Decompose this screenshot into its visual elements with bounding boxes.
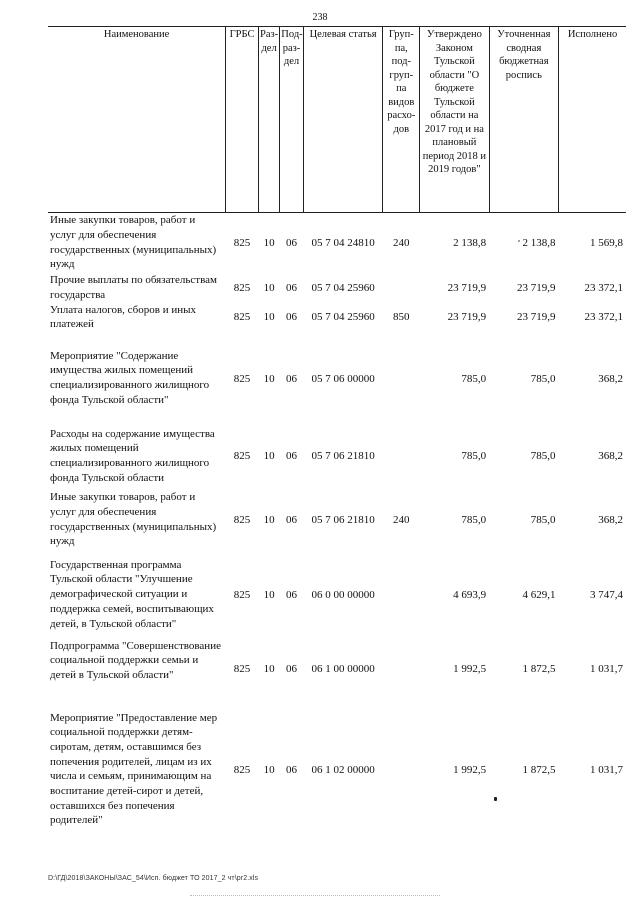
footer-faint-line	[190, 895, 440, 898]
cell-approved: 2 138,8	[453, 236, 487, 249]
cell-refined: 4 629,1	[522, 588, 556, 601]
cell-refined: 1 872,5	[522, 662, 556, 675]
cell-grbs: 825	[233, 513, 251, 526]
cell-approved: 23 719,9	[447, 310, 487, 323]
cell-refined: 785,0	[530, 450, 556, 462]
header-executed: Исполнено	[559, 27, 626, 213]
cell-name: Подпрограмма "Совершенствование социальной поддержки семьи и детей в Тульской области"	[50, 639, 221, 681]
cell-target: 05 7 06 21810	[311, 513, 375, 526]
cell-group: 240	[393, 513, 410, 526]
cell-approved: 23 719,9	[447, 281, 487, 294]
cell-razdel: 10	[263, 236, 275, 249]
table-row	[48, 551, 626, 639]
header-grbs: ГРБС	[226, 27, 259, 213]
cell-group: 240	[393, 236, 410, 249]
cell-group	[383, 551, 420, 639]
table-row	[48, 711, 626, 831]
cell-target: 05 7 06 21810	[311, 450, 375, 462]
table-row	[48, 303, 626, 349]
cell-podrazdel: 06	[286, 310, 298, 323]
cell-target: 06 1 02 00000	[311, 763, 375, 776]
cell-refined: 23 719,9	[517, 281, 556, 294]
cell-grbs: 825	[233, 450, 251, 462]
cell-refined: 23 719,9	[517, 310, 556, 323]
cell-approved: 785,0	[461, 450, 487, 462]
cell-grbs: 825	[233, 588, 251, 601]
cell-executed: 23 372,1	[584, 310, 623, 323]
cell-podrazdel: 06	[286, 281, 298, 294]
cell-razdel: 10	[263, 372, 275, 385]
table-row	[48, 273, 626, 303]
header-group: Груп-па, под-груп-па видов расхо-дов	[383, 27, 420, 213]
cell-executed: 23 372,1	[584, 281, 623, 294]
table-row	[48, 639, 626, 711]
cell-group: 850	[393, 310, 410, 323]
cell-approved: 4 693,9	[453, 588, 487, 601]
header-razdel: Раз-дел	[258, 27, 279, 213]
cell-razdel: 10	[263, 662, 275, 675]
cell-target: 05 7 04 25960	[311, 281, 375, 294]
cell-name: Мероприятие "Содержание имущества жилых помещений специализированного жилищного фонда Тульской области"	[50, 349, 210, 406]
table-row	[48, 489, 626, 551]
cell-executed: 1 031,7	[590, 763, 623, 776]
page-number: 238	[312, 12, 328, 23]
cell-name: Государственная программа Тульской области "Улучшение демографической ситуации и поддержка семей, воспитывающих детей, в Тульской области"	[50, 558, 214, 630]
cell-approved: 1 992,5	[453, 763, 487, 776]
cell-podrazdel: 06	[286, 588, 298, 601]
table-row	[48, 349, 626, 424]
cell-approved: 785,0	[461, 513, 487, 526]
cell-approved: 1 992,5	[453, 662, 487, 675]
cell-razdel: 10	[263, 763, 275, 776]
scan-dot	[518, 240, 520, 242]
header-target: Целевая статья	[303, 27, 383, 213]
cell-executed: 368,2	[598, 372, 623, 385]
cell-name: Иные закупки товаров, работ и услуг для обеспечения государственных (муниципальных) нужд	[50, 214, 217, 271]
cell-podrazdel: 06	[286, 662, 298, 675]
cell-refined: 1 872,5	[522, 763, 556, 776]
cell-grbs: 825	[233, 310, 251, 323]
cell-razdel: 10	[263, 450, 275, 462]
cell-podrazdel: 06	[286, 450, 298, 462]
cell-executed: 1 031,7	[590, 662, 623, 675]
cell-executed: 368,2	[598, 450, 623, 462]
table-row	[48, 213, 626, 273]
cell-name: Иные закупки товаров, работ и услуг для обеспечения государственных (муниципальных) нужд	[50, 491, 217, 548]
cell-target: 05 7 06 00000	[311, 372, 375, 385]
scan-mark	[494, 797, 497, 801]
cell-group	[383, 273, 420, 303]
cell-razdel: 10	[263, 281, 275, 294]
cell-group	[383, 711, 420, 831]
header-approved: Утверждено Законом Тульской области "О бюджете Тульской области на 2017 год и на плановый период 2018 и 2019 годов"	[420, 27, 489, 213]
cell-target: 05 7 04 25960	[311, 310, 375, 323]
cell-grbs: 825	[233, 763, 251, 776]
cell-executed: 368,2	[598, 513, 623, 526]
cell-refined: 2 138,8	[522, 236, 556, 249]
cell-name: Мероприятие "Предоставление мер социальной поддержки детям-сиротам, детям, оставшимся без попечения родителей, лицам из их числа и семьям, принимающим на воспитание детей-сирот и детей, оставшихся без попечения родителей"	[50, 711, 218, 827]
table-row	[48, 424, 626, 489]
cell-refined: 785,0	[530, 513, 556, 526]
cell-grbs: 825	[233, 372, 251, 385]
cell-razdel: 10	[263, 513, 275, 526]
header-name: Наименование	[48, 27, 226, 213]
cell-razdel: 10	[263, 588, 275, 601]
cell-target: 05 7 04 24810	[311, 236, 375, 249]
cell-group	[383, 639, 420, 711]
cell-approved: 785,0	[461, 372, 487, 385]
cell-name: Прочие выплаты по обязательствам государства	[50, 273, 217, 301]
table-header-row	[48, 27, 626, 213]
cell-group	[383, 424, 420, 489]
cell-grbs: 825	[233, 662, 251, 675]
cell-podrazdel: 06	[286, 372, 298, 385]
cell-target: 06 1 00 00000	[311, 662, 375, 675]
cell-podrazdel: 06	[286, 513, 298, 526]
cell-refined: 785,0	[530, 372, 556, 385]
cell-executed: 1 569,8	[590, 236, 623, 249]
cell-name: Расходы на содержание имущества жилых помещений специализированного жилищного фонда Тульской области	[50, 427, 215, 484]
cell-podrazdel: 06	[286, 763, 298, 776]
cell-executed: 3 747,4	[590, 588, 623, 601]
cell-grbs: 825	[233, 236, 251, 249]
header-podrazdel: Под-раз-дел	[280, 27, 303, 213]
cell-grbs: 825	[233, 281, 251, 294]
header-refined: Уточненная сводная бюджетная роспись	[489, 27, 558, 213]
budget-table	[48, 26, 626, 831]
cell-razdel: 10	[263, 310, 275, 323]
cell-podrazdel: 06	[286, 236, 298, 249]
cell-target: 06 0 00 00000	[311, 588, 375, 601]
file-path-footer: D:\ГД\2018\ЗАКОНЫ\ЗАС_54\Исп. бюджет ТО 2017_2 чт\pr2.xls	[48, 875, 259, 882]
cell-group	[383, 349, 420, 424]
cell-name: Уплата налогов, сборов и иных платежей	[50, 303, 197, 331]
